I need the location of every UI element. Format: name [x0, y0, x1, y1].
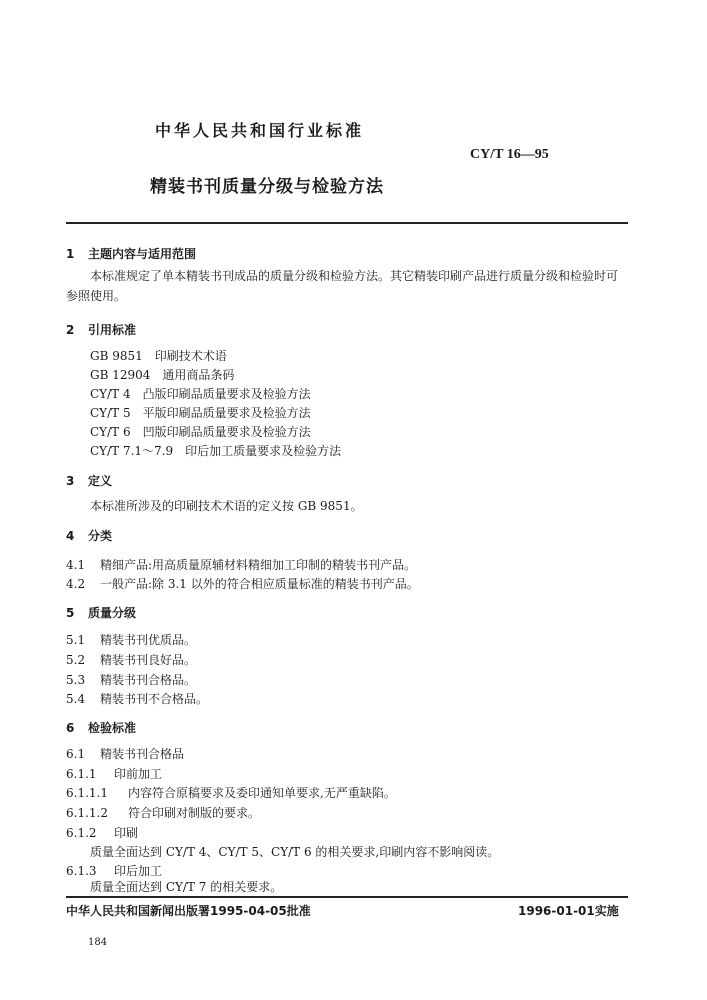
clause-number: 4.2 [66, 577, 86, 591]
clause-6-1-2 [66, 824, 138, 841]
header-divider [66, 222, 628, 224]
reference-item: GB 9851 印刷技术术语 [90, 349, 227, 363]
clause-text: 精装书刊合格品 [100, 747, 185, 761]
clause-6-1-3 [66, 862, 162, 879]
section-number: 4 [66, 529, 75, 543]
clause-6-1-1-2 [66, 804, 260, 821]
reference-item: GB 12904 通用商品条码 [90, 368, 235, 382]
section-3-body: 本标准所涉及的印刷技术术语的定义按 GB 9851。 [90, 499, 363, 513]
reference-item: CY/T 6 凹版印刷品质量要求及检验方法 [90, 425, 311, 439]
clause-text: 符合印刷对制版的要求。 [128, 806, 261, 820]
section-number: 6 [66, 721, 75, 735]
section-3-heading [66, 472, 112, 489]
section-title: 定义 [88, 474, 113, 488]
footer-divider [66, 896, 628, 898]
industry-standard-title: 中华人民共和国行业标准 [155, 121, 365, 140]
section-6-heading [66, 719, 136, 736]
reference-item: CY/T 4 凸版印刷品质量要求及检验方法 [90, 387, 311, 401]
clause-6-1-1-1 [66, 784, 396, 801]
issuing-authority: 中华人民共和国新闻出版署1995-04-05批准 [66, 904, 311, 918]
clause-6-1-1 [66, 765, 162, 782]
section-title: 主题内容与适用范围 [88, 247, 197, 261]
page-number: 184 [88, 937, 108, 948]
clause-6-1 [66, 745, 184, 762]
section-title: 分类 [88, 529, 113, 543]
section-title: 检验标准 [88, 721, 137, 735]
clause-text: 内容符合原稿要求及委印通知单要求,无严重缺陷。 [128, 786, 396, 800]
clause-6-1-2-body: 质量全面达到 CY/T 4、CY/T 5、CY/T 6 的相关要求,印刷内容不影响阅读。 [90, 845, 500, 859]
effective-date: 1996-01-01实施 [518, 904, 619, 918]
clause-text: 精装书刊优质品。 [100, 633, 197, 647]
section-2-heading [66, 321, 136, 338]
clause-text: 一般产品:除 3.1 以外的符合相应质量标准的精装书刊产品。 [100, 577, 419, 591]
section-number: 2 [66, 323, 75, 337]
clause-5-3 [66, 671, 196, 688]
clause-number: 6.1.3 [66, 864, 97, 878]
clause-text: 印前加工 [114, 767, 163, 781]
clause-number: 5.2 [66, 653, 86, 667]
clause-4-1 [66, 556, 416, 573]
standard-code: CY/T 16—95 [470, 147, 549, 162]
section-4-heading [66, 527, 112, 544]
section-number: 3 [66, 474, 75, 488]
clause-number: 5.1 [66, 633, 86, 647]
clause-number: 5.4 [66, 692, 86, 706]
section-number: 1 [66, 247, 75, 261]
clause-number: 6.1.1.1 [66, 786, 108, 800]
reference-item: CY/T 5 平版印刷品质量要求及检验方法 [90, 406, 311, 420]
clause-number: 5.3 [66, 673, 86, 687]
clause-number: 6.1.1.2 [66, 806, 108, 820]
clause-text: 印后加工 [114, 864, 163, 878]
clause-number: 6.1.1 [66, 767, 97, 781]
section-title: 质量分级 [88, 606, 137, 620]
clause-number: 6.1.2 [66, 826, 97, 840]
document-title: 精装书刊质量分级与检验方法 [150, 177, 384, 197]
clause-4-2 [66, 575, 419, 592]
clause-number: 4.1 [66, 558, 86, 572]
clause-number: 6.1 [66, 747, 86, 761]
clause-5-2 [66, 651, 196, 668]
clause-5-4 [66, 690, 208, 707]
section-number: 5 [66, 606, 75, 620]
section-title: 引用标准 [88, 323, 137, 337]
clause-text: 精装书刊良好品。 [100, 653, 197, 667]
clause-text: 精细产品:用高质量原辅材料精细加工印制的精装书刊产品。 [100, 558, 417, 572]
clause-6-1-3-body: 质量全面达到 CY/T 7 的相关要求。 [90, 880, 283, 894]
clause-text: 精装书刊不合格品。 [100, 692, 209, 706]
section-1-heading [66, 245, 196, 262]
clause-text: 精装书刊合格品。 [100, 673, 197, 687]
clause-text: 印刷 [114, 826, 139, 840]
clause-5-1 [66, 631, 196, 648]
section-5-heading [66, 604, 136, 621]
section-1-body: 本标准规定了单本精装书刊成品的质量分级和检验方法。其它精装印刷产品进行质量分级和检验时可参照使用。 [66, 269, 619, 303]
reference-item: CY/T 7.1～7.9 印后加工质量要求及检验方法 [90, 444, 342, 458]
